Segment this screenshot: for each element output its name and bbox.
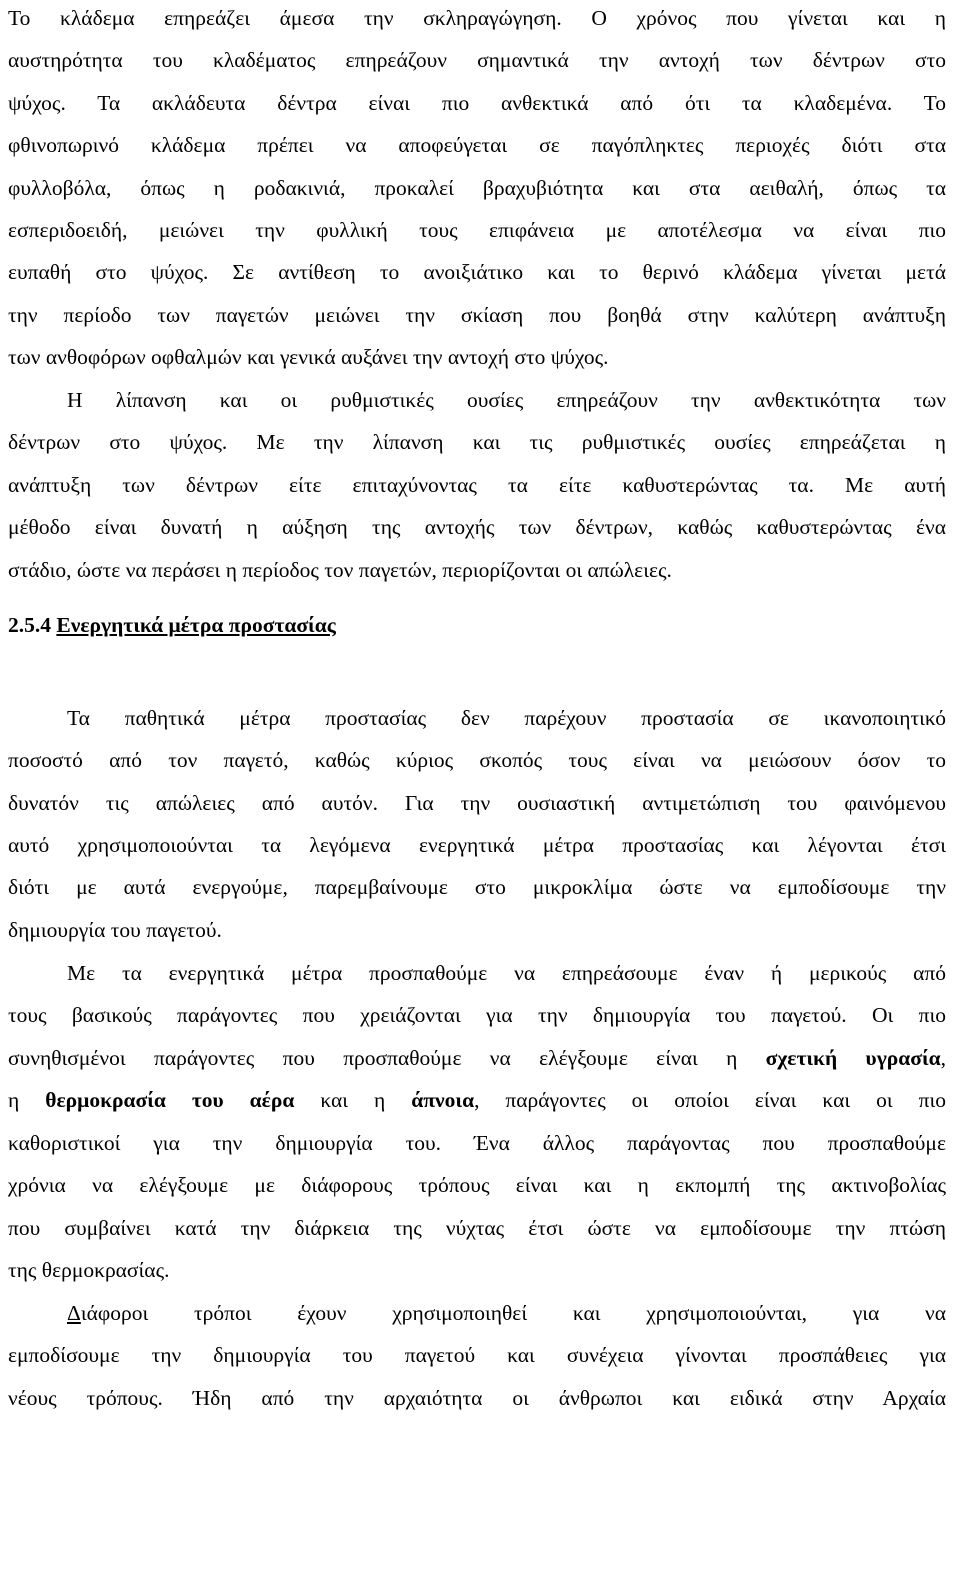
para4-line-5: καθοριστικοί για την δημιουργία του. Ένα άλλος παράγοντας που προσπαθούμε (8, 1131, 946, 1155)
section-heading (8, 610, 336, 640)
para4-line-4-post: , παράγοντες οι οποίοι είναι και οι πιο (474, 1088, 947, 1112)
para4-line-6: χρόνια να ελέγξουμε με διάφορους τρόπους είναι και η εκπομπή της ακτινοβολίας (8, 1173, 946, 1197)
para5-line-1-text: ιάφοροι τρόποι έχουν χρησιμοποιηθεί και χρησιμοποιούνται, για να (80, 1301, 946, 1325)
para3-line-5: διότι με αυτά ενεργούμε, παρεμβαίνουμε στο μικροκλίμα ώστε να εμποδίσουμε την (8, 875, 946, 899)
para1-line-6: εσπεριδοειδή, μειώνει την φυλλική τους επιφάνεια με αποτέλεσμα να είναι πιο (8, 218, 946, 242)
para3-line-3: δυνατόν τις απώλειες από αυτόν. Για την ουσιαστική αντιμετώπιση του φαινόμενου (8, 791, 946, 815)
para2-line-4: μέθοδο είναι δυνατή η αύξηση της αντοχής των δέντρων, καθώς καθυστερώντας ένα (8, 515, 946, 539)
para2-line-3: ανάπτυξη των δέντρων είτε επιταχύνοντας τα είτε καθυστερώντας τα. Με αυτή (8, 473, 946, 497)
para4-line-3-comma: , (940, 1046, 946, 1070)
para4-line-4 (8, 1085, 946, 1115)
section-title: Ενεργητικά μέτρα προστασίας (56, 613, 336, 637)
section-number: 2.5.4 (8, 613, 51, 637)
para1-line-1: Το κλάδεμα επηρεάζει άμεσα την σκληραγώγηση. Ο χρόνος που γίνεται και η (8, 6, 946, 30)
para4-line-1: Με τα ενεργητικά μέτρα προσπαθούμε να επηρεάσουμε έναν ή μερικούς από (67, 961, 946, 985)
para1-line-7: ευπαθή στο ψύχος. Σε αντίθεση το ανοιξιάτικο και το θερινό κλάδεμα γίνεται μετά (8, 260, 946, 284)
para2-line-1: Η λίπανση και οι ρυθμιστικές ουσίες επηρεάζουν την ανθεκτικότητα των (67, 388, 946, 412)
para5-line-1 (67, 1298, 946, 1328)
para3-line-1: Τα παθητικά μέτρα προστασίας δεν παρέχουν προστασία σε ικανοποιητικό (67, 706, 946, 730)
para1-line-8: την περίοδο των παγετών μειώνει την σκίαση που βοηθά στην καλύτερη ανάπτυξη (8, 303, 946, 327)
air-temperature-term: θερμοκρασία του αέρα (45, 1088, 295, 1112)
para5-line-3: νέους τρόπους. Ήδη από την αρχαιότητα οι άνθρωποι και ειδικά στην Αρχαία (8, 1386, 946, 1410)
para4-line-8: της θερμοκρασίας. (8, 1258, 170, 1282)
calm-wind-term: άπνοια (411, 1088, 475, 1112)
para4-line-4-pre: η (8, 1088, 46, 1112)
para1-line-2: αυστηρότητα του κλαδέματος επηρεάζουν σημαντικά την αντοχή των δέντρων στο (8, 48, 946, 72)
para1-line-9: των ανθοφόρων οφθαλμών και γενικά αυξάνει την αντοχή στο ψύχος. (8, 345, 609, 369)
para4-line-4-mid: και η (294, 1088, 412, 1112)
para4-line-3 (8, 1043, 946, 1073)
para3-line-6: δημιουργία του παγετού. (8, 918, 222, 942)
para2-line-2: δέντρων στο ψύχος. Με την λίπανση και τις ρυθμιστικές ουσίες επηρεάζεται η (8, 430, 946, 454)
para1-line-4: φθινοπωρινό κλάδεμα πρέπει να αποφεύγεται σε παγόπληκτες περιοχές διότι στα (8, 133, 946, 157)
para1-line-5: φυλλοβόλα, όπως η ροδακινιά, προκαλεί βραχυβιότητα και στα αειθαλή, όπως τα (8, 176, 946, 200)
para1-line-3: ψύχος. Τα ακλάδευτα δέντρα είναι πιο ανθεκτικά από ότι τα κλαδεμένα. Το (8, 91, 946, 115)
para5-first-letter: Δ (67, 1301, 81, 1325)
para3-line-4: αυτό χρησιμοποιούνται τα λεγόμενα ενεργητικά μέτρα προστασίας και λέγονται έτσι (8, 833, 946, 857)
para4-line-2: τους βασικούς παράγοντες που χρειάζονται για την δημιουργία του παγετού. Οι πιο (8, 1003, 946, 1027)
para4-line-3-text: συνηθισμένοι παράγοντες που προσπαθούμε να ελέγξουμε είναι η (8, 1046, 766, 1070)
relative-humidity-term: σχετική υγρασία (765, 1046, 941, 1070)
para5-line-2: εμποδίσουμε την δημιουργία του παγετού και συνέχεια γίνονται προσπάθειες για (8, 1343, 946, 1367)
para2-line-5: στάδιο, ώστε να περάσει η περίοδος τον παγετών, περιορίζονται οι απώλειες. (8, 558, 672, 582)
para3-line-2: ποσοστό από τον παγετό, καθώς κύριος σκοπός τους είναι να μειώσουν όσον το (8, 748, 946, 772)
para4-line-7: που συμβαίνει κατά την διάρκεια της νύχτας έτσι ώστε να εμποδίσουμε την πτώση (8, 1216, 946, 1240)
